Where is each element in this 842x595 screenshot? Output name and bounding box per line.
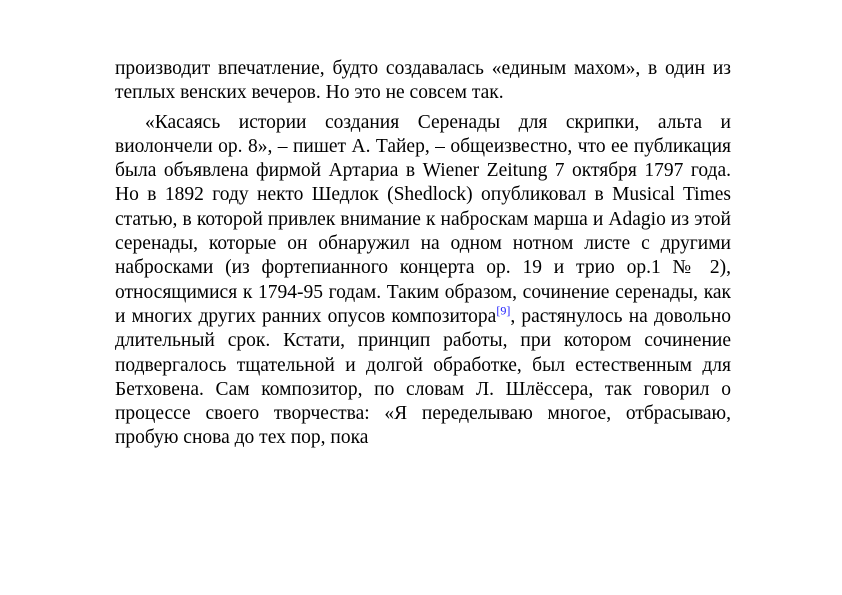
paragraph-2-text-end: , растянулось на довольно длительный срок. Кстати, принцип работы, при котором сочинение подвергалось тщательной и долгой обработке, был естественным для Бетховена. Сам композитор, по словам Л. Шлёссера, так говорил о процессе своего творчества: «Я переделываю многое, отбрасываю, пробую снова до тех пор, пока: [115, 305, 732, 449]
paragraph-2-text-start: «Касаясь истории создания Серенады для скрипки, альта и виолончели ор. 8», – пишет А. Тайер, – общеизвестно, что ее публикация была объявлена фирмой Артариа в Wiener Zeitung 7 октября 1797 года. Но в 1892 году некто Шедлок (Shedlock) опубликовал в Musical Times статью, в которой привлек внимание к наброскам марша и Adagio из этой серенады, которые он обнаружил на одном нотном листе с другими набросками (из фортепианного концерта ор. 19 и трио ор.1 № 2), относящимися к 1794-95 годам. Таким образом, сочинение серенады, как и многих других ранних опусов композитора: [115, 111, 731, 327]
body-text: [115, 57, 731, 451]
footnote-link[interactable]: [9]: [496, 303, 511, 318]
paragraph-2: [115, 111, 731, 451]
paragraph-1: производит впечатление, будто создавалась «единым махом», в один из теплых венских вечеров. Но это не совсем так.: [115, 58, 731, 104]
